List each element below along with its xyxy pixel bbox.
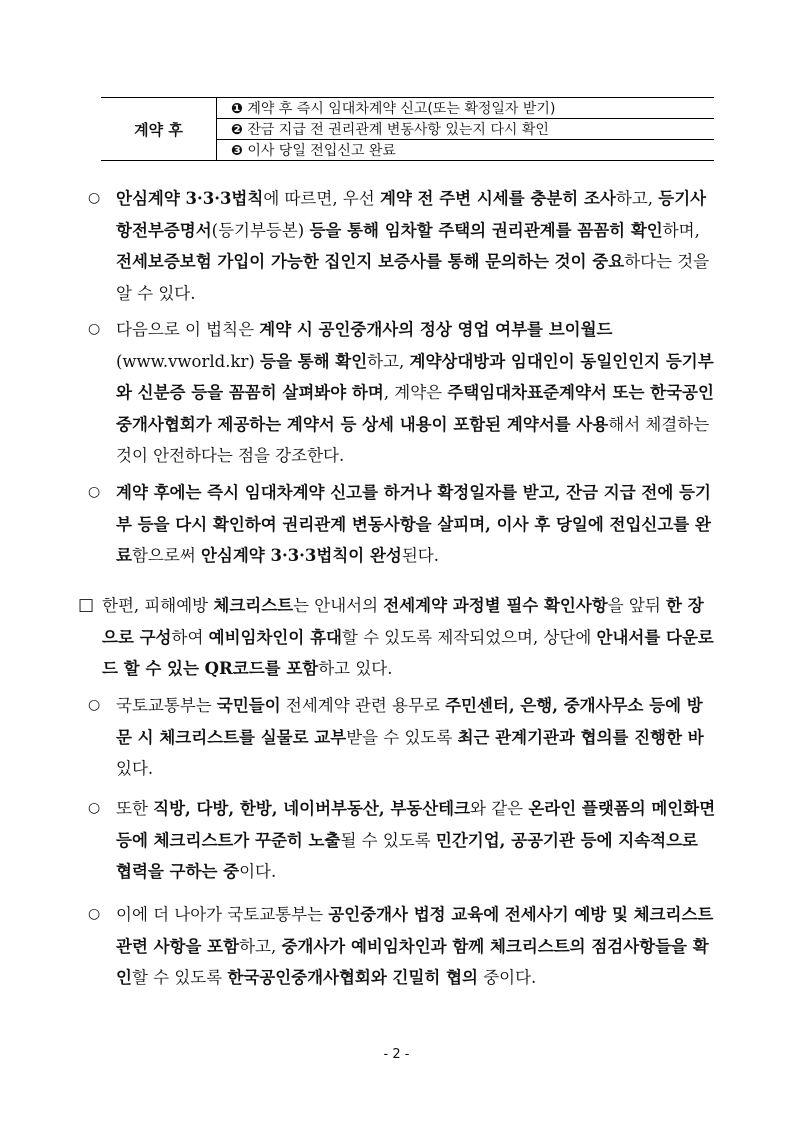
text-run: 다음으로 이 법칙은: [116, 320, 260, 339]
item-number: ❷: [231, 122, 243, 138]
bullet-marker: ○: [88, 906, 101, 922]
text-run: 등을 통해 확인: [260, 351, 368, 371]
bullet-marker: ○: [88, 800, 101, 816]
text-run: 하고,: [367, 351, 410, 371]
paragraph-online-platforms: [88, 793, 718, 888]
paragraph-333-rule: [88, 183, 718, 309]
text-run: 최근 관계기관과 협의를 진행한 바: [457, 727, 704, 747]
text-run: 계약 후에는 즉시 임대차계약 신고를 하거나 확정일자를 받고, 잔금 지급 전에 등기부 등을 다시 확인하여 권리관계 변동사항을 살피며, 이사 후 당일에 전입신고를 완료: [116, 483, 711, 565]
text-run: 될 수 있도록: [340, 830, 436, 850]
text-run: 하고 있다.: [318, 659, 393, 678]
text-run: 있다.: [116, 759, 154, 778]
text-run: 이다.: [239, 862, 277, 881]
item-text: 계약 후 즉시 임대차계약 신고(또는 확정일자 받기): [247, 101, 556, 117]
text-run: 안심계약 3·3·3법칙이 완성: [200, 546, 402, 565]
text-run: 중개사가 예비임차인과 함께 체크리스트의 점검사항들을 확인: [116, 936, 709, 987]
text-run: 주택임대차표준계약서 또는 한국공인중개사협회가 제공하는 계약서 등 상세 내용이 포함된 계약서를 사용: [116, 383, 714, 434]
text-run: 해서 체결하는 것이 안전하다는 점을 강조한다.: [116, 414, 710, 465]
paragraph-text: [88, 314, 718, 472]
item-number: ❶: [231, 101, 243, 117]
text-run: 와 같은: [470, 799, 529, 818]
paragraph-text: [88, 793, 718, 888]
page-number: - 2 -: [383, 1047, 410, 1062]
text-run: 온라인 플랫폼의 메인화면 등에 체크리스트가 꾸준히 노출: [116, 799, 716, 850]
table-item-1: [217, 98, 715, 119]
bullet-marker: ○: [88, 321, 101, 337]
text-run: 등기사항전부증명서: [116, 189, 707, 240]
paragraph-after-contract: [88, 477, 718, 572]
text-run: 하다는 것을 알 수 있다.: [116, 252, 710, 303]
bullet-marker: ○: [88, 697, 101, 713]
text-run: 하고,: [239, 936, 282, 956]
text-run: 한 장으로 구성: [102, 596, 704, 647]
after-contract-table: [101, 97, 714, 161]
table-item-2: [217, 119, 715, 140]
paragraph-checklist: [78, 590, 718, 685]
item-text: 잔금 지급 전 권리관계 변동사항 있는지 다시 확인: [247, 122, 549, 138]
text-run: 함으로써: [131, 546, 201, 565]
text-run: 국토교통부는: [116, 696, 217, 715]
text-run: 계약 전 주변 시세를 충분히 조사: [379, 189, 616, 208]
text-run: 전세계약 관련 용무로: [280, 696, 446, 715]
text-run: 예비임차인이 휴대: [208, 627, 342, 647]
text-run: 한국공인중개사협회와 긴밀히 협의: [227, 968, 478, 987]
item-text: 이사 당일 전입신고 완료: [247, 143, 396, 159]
paragraph-agent-education: [88, 899, 718, 994]
text-run: 에 따르면, 우선: [263, 189, 380, 208]
text-run: 민간기업, 공공기관 등에 지속적으로 협력을 구하는 중: [116, 830, 698, 881]
bullet-marker: ○: [88, 484, 101, 500]
text-run: 이에 더 나아가 국토교통부는: [116, 905, 329, 924]
text-run: 하며,: [662, 220, 700, 240]
paragraph-contract-check: [88, 314, 718, 472]
text-run: (www.vworld.kr): [116, 351, 261, 371]
text-run: 전세보증보험 가입이 가능한 집인지 보증사를 통해 문의하는 것이 중요: [116, 252, 625, 271]
text-run: 하여: [171, 627, 209, 647]
text-run: 또한: [116, 799, 154, 818]
text-run: 된다.: [401, 546, 439, 565]
square-marker: □: [78, 595, 95, 615]
text-run: 하고,: [615, 189, 659, 208]
text-run: , 계약은: [383, 383, 448, 402]
paragraph-text: [88, 690, 718, 785]
text-run: 안심계약 3·3·3법칙: [116, 189, 264, 208]
text-run: 등을 통해 임차할 주택의 권리관계를 꼼꼼히 확인: [309, 220, 663, 240]
text-run: 주민센터, 은행, 중개사무소 등에 방문 시 체크리스트를 실물로 교부: [116, 696, 703, 747]
text-run: 안내서를 다운로드 할 수 있는 QR코드를 포함: [102, 627, 714, 678]
text-run: 계약상대방과 임대인이 동일인인지 등기부와 신분증 등을 꼼꼼히 살펴봐야 하며: [116, 351, 714, 402]
text-run: 는 안내서의: [293, 596, 384, 615]
paragraph-text: [88, 477, 718, 572]
text-run: 공인중개사 법정 교육에 전세사기 예방 및 체크리스트 관련 사항을 포함: [116, 905, 714, 956]
text-run: 할 수 있도록 제작되었으며, 상단에: [341, 627, 597, 647]
text-run: 전세계약 과정별 필수 확인사항: [383, 596, 608, 615]
text-run: 중이다.: [477, 968, 537, 987]
text-run: 을 앞뒤: [607, 596, 667, 615]
text-run: 받을 수 있도록: [346, 727, 458, 747]
text-run: 직방, 다방, 한방, 네이버부동산, 부동산테크: [153, 799, 471, 818]
paragraph-text: [88, 899, 718, 994]
table-item-3: [217, 140, 715, 161]
paragraph-distribution: [88, 690, 718, 785]
item-number: ❸: [231, 143, 243, 159]
text-run: 국민들이: [216, 696, 281, 715]
text-run: 한편, 피해예방: [102, 596, 214, 615]
text-run: (등기부등본): [211, 220, 310, 240]
text-run: 체크리스트: [213, 596, 294, 615]
text-run: 계약 시 공인중개사의 정상 영업 여부를 브이월드: [259, 320, 613, 339]
bullet-marker: ○: [88, 190, 101, 206]
paragraph-text: [88, 183, 718, 309]
paragraph-text: [78, 590, 718, 685]
text-run: 할 수 있도록: [131, 968, 228, 987]
table-header-cell: 계약 후: [101, 98, 217, 161]
